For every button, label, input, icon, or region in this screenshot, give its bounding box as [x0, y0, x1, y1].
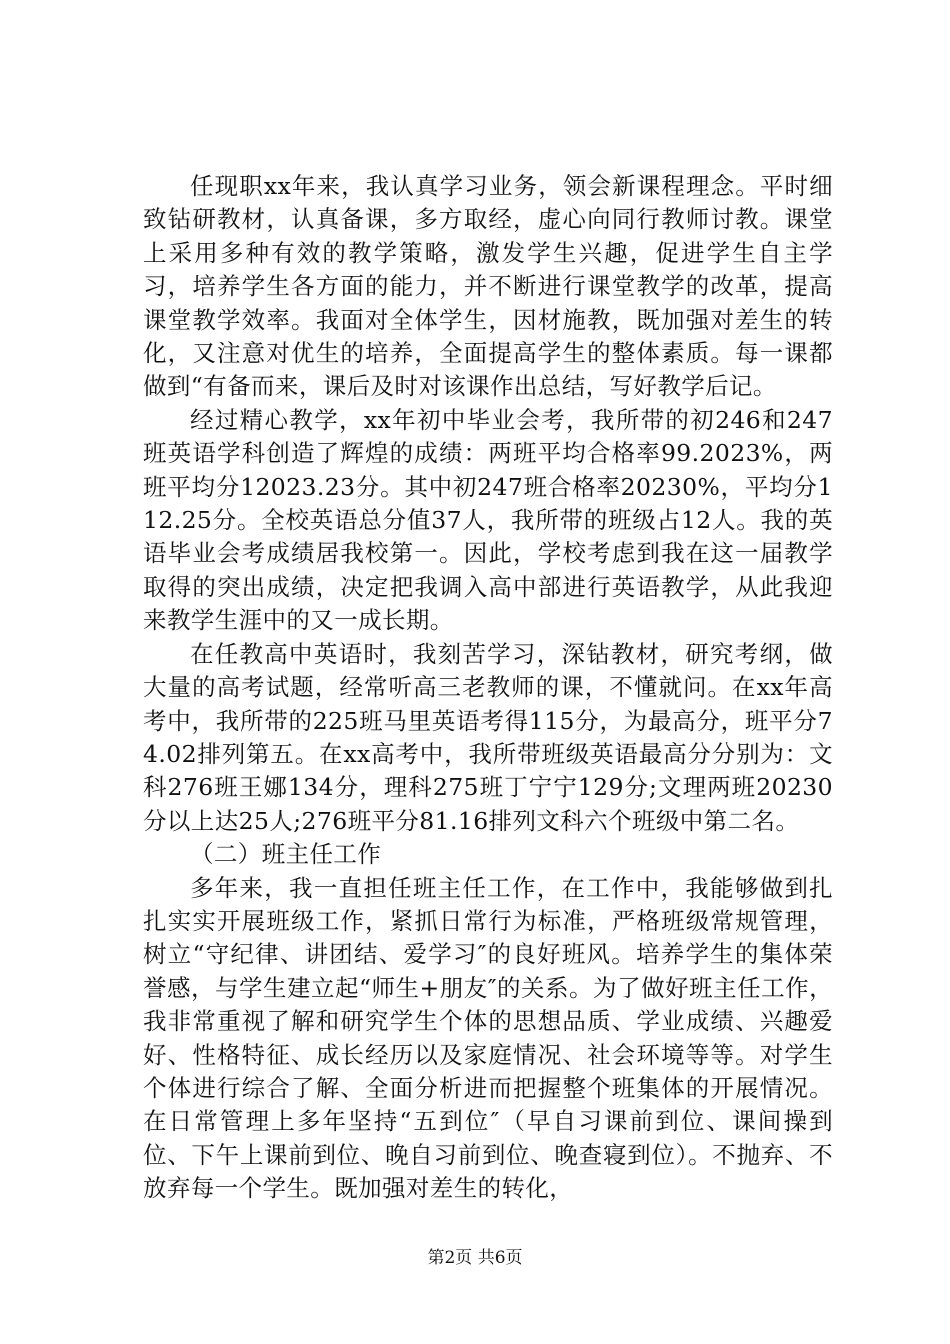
paragraph-class-management: 多年来，我一直担任班主任工作，在工作中，我能够做到扎扎实实开展班级工作，紧抓日常行为标准，严格班级常规管理，树立“守纪律、讲团结、爱学习″的良好班风。培养学生的集体荣誉感，与学生建立起“师生+朋友″的关系。为了做好班主任工作，我非常重视了解和研究学生个体的思想品质、学业成绩、兴趣爱好、性格特征、成长经历以及家庭情况、社会环境等等。对学生个体进行综合了解、全面分析进而把握整个班集体的开展情况。在日常管理上多年坚持“五到位″（早自习课前到位、课间操到位、下午上课前到位、晚自习前到位、晚查寝到位）。不抛弃、不放弃每一个学生。既加强对差生的转化，: [143, 873, 833, 1203]
paragraph-teaching-practice: 任现职xx年来，我认真学习业务，领会新课程理念。平时细致钻研教材，认真备课，多方取经，虚心向同行教师讨教。课堂上采用多种有效的教学策略，激发学生兴趣，促进学生自主学习，培养学生各方面的能力，并不断进行课堂教学的改革，提高课堂教学效率。我面对全体学生，因材施教，既加强对差生的转化，又注意对优生的培养，全面提高学生的整体素质。每一课都做到“有备而来，课后及时对该课作出总结，写好教学后记。: [143, 172, 833, 401]
section-heading-class-teacher: （二）班主任工作: [190, 840, 382, 869]
paragraph-high-school-teaching: 在任教高中英语时，我刻苦学习，深钻教材，研究考纲，做大量的高考试题，经常听高三老教师的课，不懂就问。在xx年高考中，我所带的225班马里英语考得115分，为最高分，班平分74.02排列第五。在xx高考中，我所带班级英语最高分分别为：文科276班王娜134分，理科275班丁宁宁129分;文理两班20230分以上达25人;276班平分81.16排列文科六个班级中第二名。: [143, 639, 833, 835]
document-body: [143, 170, 833, 1206]
paragraph-exam-results: 经过精心教学，xx年初中毕业会考，我所带的初246和247班英语学科创造了辉煌的成绩：两班平均合格率99.2023%，两班平均分12023.23分。其中初247班合格率20230%，平均分112.25分。全校英语总分值37人，我所带的班级占12人。我的英语毕业会考成绩居我校第一。因此，学校考虑到我在这一届教学取得的突出成绩，决定把我调入高中部进行英语教学，从此我迎来教学生涯中的又一成长期。: [143, 405, 833, 635]
page-number-footer: 第2页 共6页: [427, 1248, 523, 1268]
